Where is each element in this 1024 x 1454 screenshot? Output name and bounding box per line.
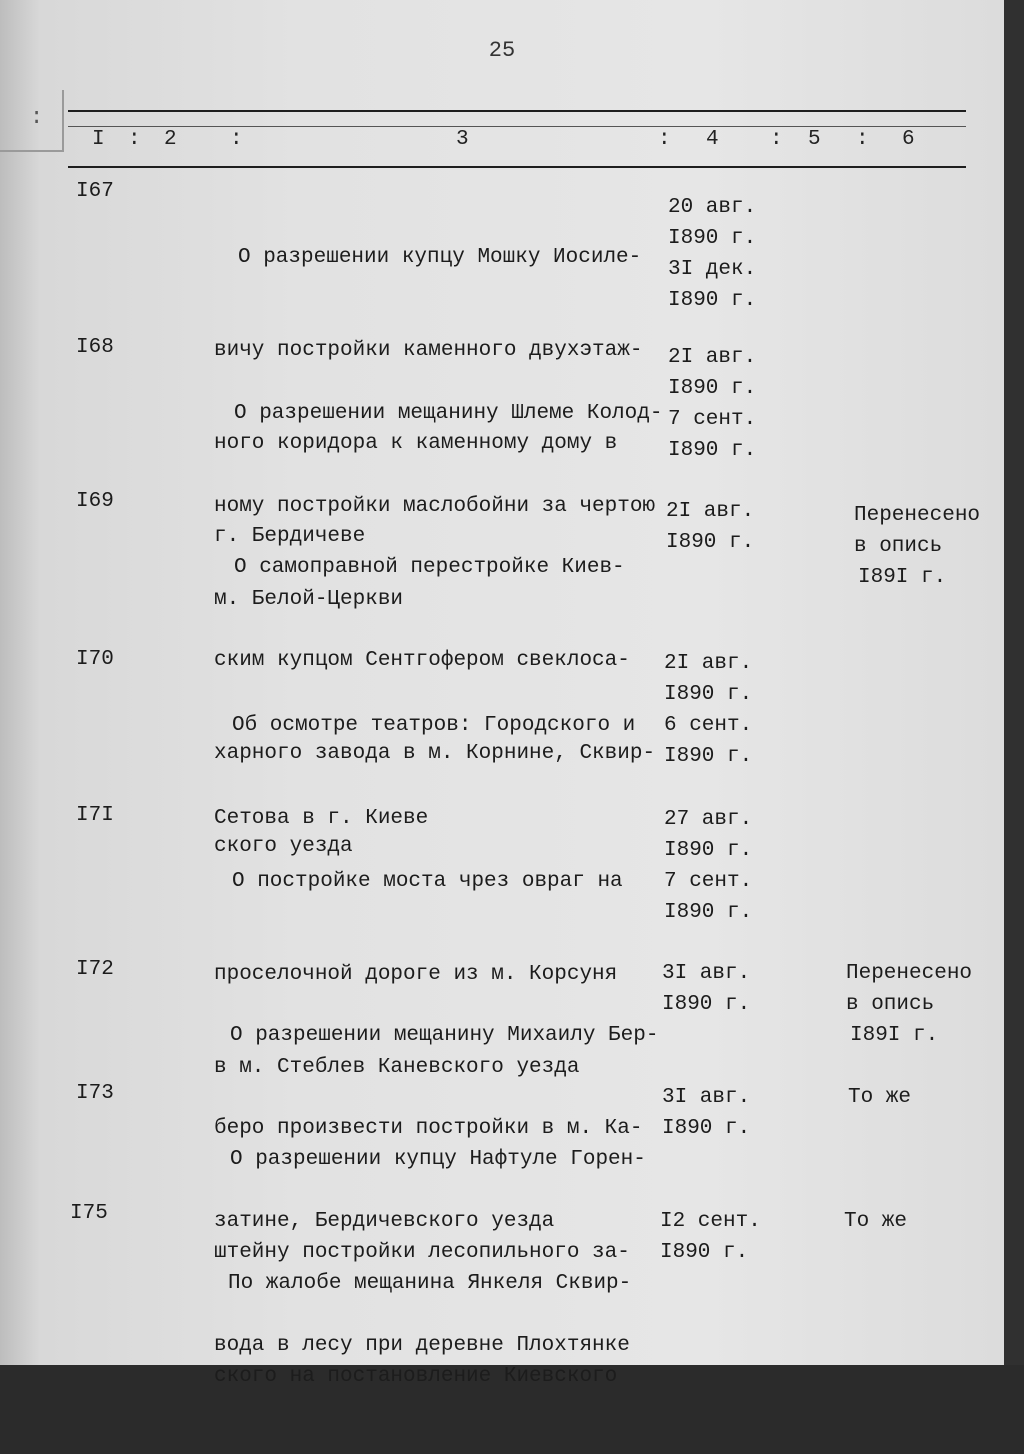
description-line: О самоправной перестройке Киев- [234,556,625,579]
date-line: I890 г. [668,227,757,250]
description-line: ским купцом Сентгофером свеклоса- [214,649,630,672]
header-rule-bottom [68,166,966,168]
date-line: I890 г. [668,439,757,462]
entry-dates [666,496,786,558]
note-line: в опись [846,993,935,1016]
note-line: I89I г. [850,1024,939,1047]
entry-number: I7I [76,804,114,827]
entry-note [854,500,1004,593]
description-line: О постройке моста чрез овраг на [232,870,623,893]
note-line: То же [848,1086,912,1109]
date-line: 7 сент. [668,408,757,431]
description-line: м. Белой-Церкви [214,588,404,611]
entry-number: I75 [70,1202,108,1225]
description-line: Об осмотре театров: Городского и [232,714,636,737]
description-line: О разрешении мещанину Михаилу Бер- [230,1024,659,1047]
date-line: I890 г. [668,289,757,312]
description-line: затине, Бердичевского уезда [214,1210,555,1233]
note-line: Перенесено [846,962,973,985]
entry-note [848,1082,998,1113]
description-line: харного завода в м. Корнине, Сквир- [214,742,656,765]
header-col-6: 6 [902,128,915,151]
entry-number: I67 [76,180,114,203]
date-line: 3I авг. [662,962,751,985]
description-line: беро произвести постройки в м. Ка- [214,1117,643,1140]
description-line: проселочной дороге из м. Корсуня [214,963,618,986]
date-line: I890 г. [662,993,751,1016]
header-col-3: 3 [456,128,469,151]
date-line: I2 сент. [660,1210,761,1233]
description-line: О разрешении купцу Мошку Иосиле- [238,246,642,269]
date-line: I890 г. [668,377,757,400]
date-line: 20 авг. [668,196,757,219]
note-line: Перенесено [854,504,981,527]
header-col-5: 5 [808,128,821,151]
note-line: I89I г. [858,566,947,589]
date-line: I890 г. [664,839,753,862]
entry-dates [664,804,784,928]
date-line: I890 г. [660,1241,749,1264]
entry-dates [662,958,782,1020]
entry-dates [664,648,784,772]
page-number: 25 [488,38,516,63]
description-line: По жалобе мещанина Янкеля Сквир- [228,1272,632,1295]
entry-dates [662,1082,782,1144]
note-line: То же [844,1210,908,1233]
entry-number: I72 [76,958,114,981]
header-col-1: I [92,128,105,151]
description-line: ского уезда [214,835,353,858]
date-line: I890 г. [666,531,755,554]
entry-dates [660,1206,780,1268]
description-line: О разрешении мещанину Шлеме Колод- [234,402,663,425]
description-line: ного коридора к каменному дому в [214,432,618,455]
date-line: 2I авг. [668,346,757,369]
entry-note [846,958,996,1051]
description-line: Сетова в г. Киеве [214,807,429,830]
description-line: штейну постройки лесопильного за- [214,1241,630,1264]
description-line: О разрешении купцу Нафтуле Горен- [230,1148,646,1171]
date-line: 7 сент. [664,870,753,893]
description-line: вичу постройки каменного двухэтаж- [214,339,643,362]
date-line: I890 г. [664,683,753,706]
entry-number: I68 [76,336,114,359]
header-rule-top-thin [68,126,966,127]
date-line: I890 г. [664,901,753,924]
date-line: 2I авг. [664,652,753,675]
date-line: 3I авг. [662,1086,751,1109]
entry-number: I73 [76,1082,114,1105]
header-rule-top [68,110,966,112]
date-line: 2I авг. [666,500,755,523]
binding-mark: : [30,105,44,130]
header-separator: : [658,128,671,151]
date-line: I890 г. [664,745,753,768]
note-line: в опись [854,535,943,558]
header-separator: : [770,128,783,151]
header-separator: : [230,128,243,151]
entry-number: I69 [76,490,114,513]
entry-dates [668,192,788,316]
header-col-2: 2 [164,128,177,151]
entry-description [214,1206,680,1454]
date-line: 3I дек. [668,258,757,281]
header-separator: : [128,128,141,151]
description-line: ского на постановление Киевского [214,1365,618,1388]
date-line: I890 г. [662,1117,751,1140]
entry-note [844,1206,994,1237]
date-line: 27 авг. [664,808,753,831]
description-line: в м. Стеблев Каневского уезда [214,1056,580,1079]
description-line: вода в лесу при деревне Плохтянке [214,1334,630,1357]
entry-number: I70 [76,648,114,671]
page-edge-shadow [1004,0,1024,1365]
header-separator: : [856,128,869,151]
entry-dates [668,342,788,466]
description-line: г. Бердичеве [214,525,366,548]
date-line: 6 сент. [664,714,753,737]
description-line: ному постройки маслобойни за чертою [214,495,656,518]
header-col-4: 4 [706,128,719,151]
